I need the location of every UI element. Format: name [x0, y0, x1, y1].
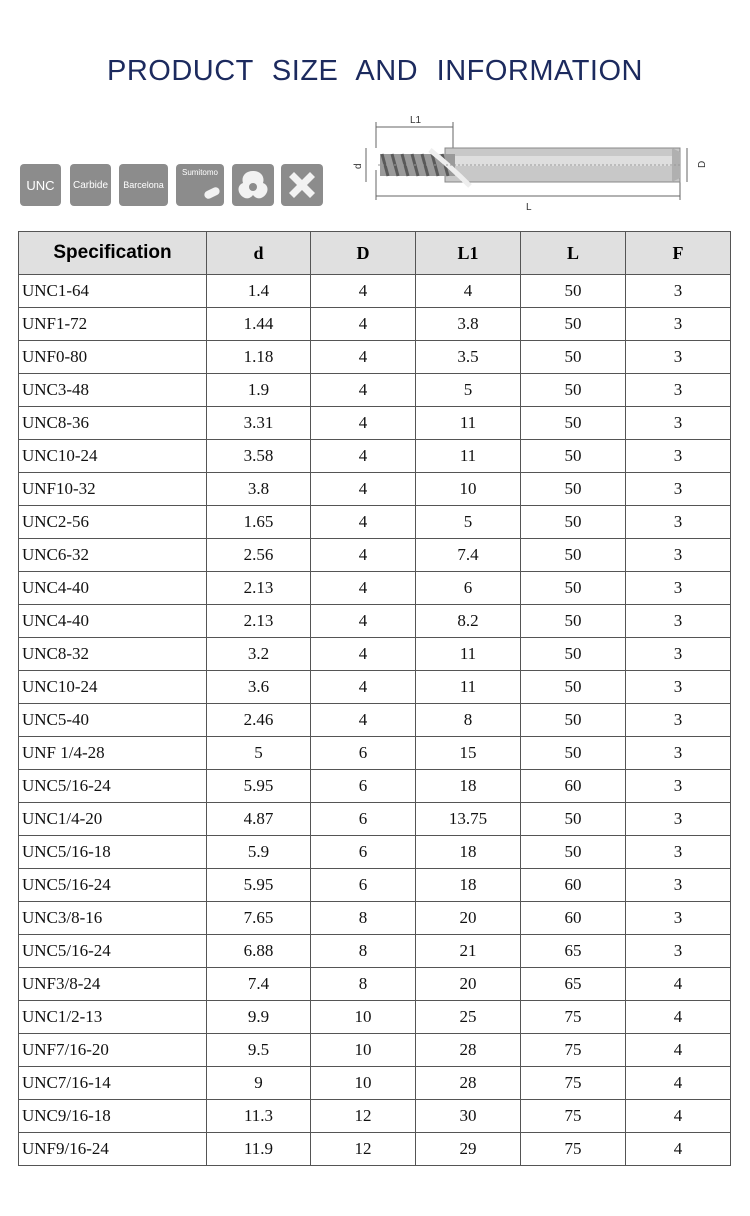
cell-f: 4 [626, 1067, 731, 1100]
cell-f: 3 [626, 374, 731, 407]
cell-specification: UNF 1/4-28 [19, 737, 207, 770]
cell-D: 8 [311, 968, 416, 1001]
table-row [19, 1067, 731, 1100]
cell-D: 4 [311, 638, 416, 671]
table-row [19, 605, 731, 638]
cell-d: 2.56 [207, 539, 311, 572]
cell-f: 3 [626, 737, 731, 770]
trefoil-icon [232, 164, 274, 206]
cell-l1: 20 [416, 968, 521, 1001]
cell-l: 65 [521, 968, 626, 1001]
col-l1-header: L1 [416, 232, 521, 275]
cell-f: 3 [626, 770, 731, 803]
cell-D: 4 [311, 341, 416, 374]
cell-f: 3 [626, 473, 731, 506]
cell-l: 50 [521, 605, 626, 638]
cell-f: 3 [626, 506, 731, 539]
cell-l: 50 [521, 638, 626, 671]
cell-D: 4 [311, 704, 416, 737]
cell-l1: 8 [416, 704, 521, 737]
cell-d: 3.6 [207, 671, 311, 704]
col-D-header: D [311, 232, 416, 275]
cell-l1: 3.8 [416, 308, 521, 341]
cell-f: 3 [626, 803, 731, 836]
table-row [19, 308, 731, 341]
cell-specification: UNF0-80 [19, 341, 207, 374]
cell-l: 50 [521, 473, 626, 506]
table-row [19, 836, 731, 869]
cell-specification: UNF1-72 [19, 308, 207, 341]
cell-l1: 18 [416, 836, 521, 869]
cell-l1: 10 [416, 473, 521, 506]
cell-D: 4 [311, 407, 416, 440]
cell-l: 50 [521, 704, 626, 737]
cell-specification: UNC5/16-24 [19, 869, 207, 902]
table-row [19, 506, 731, 539]
cell-l: 50 [521, 539, 626, 572]
table-row [19, 440, 731, 473]
cell-d: 1.44 [207, 308, 311, 341]
dim-d-label: d [353, 163, 364, 169]
table-row [19, 572, 731, 605]
cell-D: 12 [311, 1100, 416, 1133]
cell-l: 50 [521, 407, 626, 440]
cell-f: 3 [626, 275, 731, 308]
table-row [19, 407, 731, 440]
dim-D-label: D [697, 160, 708, 168]
cross-icon [281, 164, 323, 206]
cell-d: 3.58 [207, 440, 311, 473]
cell-d: 5.95 [207, 869, 311, 902]
cell-D: 10 [311, 1067, 416, 1100]
cell-D: 6 [311, 803, 416, 836]
table-row [19, 737, 731, 770]
table-row [19, 704, 731, 737]
cell-D: 4 [311, 374, 416, 407]
cell-l: 50 [521, 440, 626, 473]
cell-l1: 28 [416, 1067, 521, 1100]
cell-l1: 13.75 [416, 803, 521, 836]
cell-f: 3 [626, 935, 731, 968]
cell-d: 11.9 [207, 1133, 311, 1166]
cell-D: 4 [311, 572, 416, 605]
cell-D: 4 [311, 275, 416, 308]
cell-d: 1.18 [207, 341, 311, 374]
cell-d: 9 [207, 1067, 311, 1100]
cell-f: 3 [626, 440, 731, 473]
cell-l1: 4 [416, 275, 521, 308]
page-title: PRODUCT SIZE AND INFORMATION [107, 55, 643, 87]
cell-f: 3 [626, 308, 731, 341]
cell-l1: 18 [416, 770, 521, 803]
barcelona-badge: Barcelona [119, 164, 168, 206]
cell-l: 75 [521, 1100, 626, 1133]
cell-specification: UNC5/16-18 [19, 836, 207, 869]
cell-l1: 21 [416, 935, 521, 968]
cell-l: 75 [521, 1034, 626, 1067]
cell-specification: UNC1/4-20 [19, 803, 207, 836]
insert-rod-icon [202, 184, 222, 202]
cell-f: 4 [626, 1100, 731, 1133]
cell-d: 9.5 [207, 1034, 311, 1067]
cell-l1: 18 [416, 869, 521, 902]
cell-d: 4.87 [207, 803, 311, 836]
cell-D: 12 [311, 1133, 416, 1166]
table-row [19, 1034, 731, 1067]
cell-l1: 11 [416, 671, 521, 704]
table-row [19, 539, 731, 572]
table-body [19, 275, 731, 1166]
cell-specification: UNF9/16-24 [19, 1133, 207, 1166]
cell-l: 50 [521, 836, 626, 869]
table-row [19, 1100, 731, 1133]
cell-D: 6 [311, 869, 416, 902]
cell-l1: 29 [416, 1133, 521, 1166]
cell-D: 6 [311, 770, 416, 803]
cell-d: 5.95 [207, 770, 311, 803]
table-row [19, 341, 731, 374]
cell-d: 5 [207, 737, 311, 770]
table-row [19, 869, 731, 902]
cell-l1: 6 [416, 572, 521, 605]
cell-D: 6 [311, 737, 416, 770]
cell-f: 4 [626, 968, 731, 1001]
cell-specification: UNC4-40 [19, 572, 207, 605]
cell-f: 3 [626, 902, 731, 935]
cell-specification: UNF10-32 [19, 473, 207, 506]
cell-d: 6.88 [207, 935, 311, 968]
cell-D: 8 [311, 935, 416, 968]
cell-l1: 15 [416, 737, 521, 770]
cell-l: 60 [521, 869, 626, 902]
cell-D: 4 [311, 671, 416, 704]
cell-f: 3 [626, 671, 731, 704]
cell-l1: 11 [416, 440, 521, 473]
cell-d: 7.65 [207, 902, 311, 935]
cell-d: 3.2 [207, 638, 311, 671]
cell-specification: UNF7/16-20 [19, 1034, 207, 1067]
cell-specification: UNC1/2-13 [19, 1001, 207, 1034]
cell-l: 50 [521, 803, 626, 836]
cell-specification: UNC2-56 [19, 506, 207, 539]
cell-d: 3.8 [207, 473, 311, 506]
dim-l-label: L [526, 202, 532, 213]
cell-specification: UNC3-48 [19, 374, 207, 407]
col-d-header: d [207, 232, 311, 275]
cell-d: 7.4 [207, 968, 311, 1001]
cell-d: 11.3 [207, 1100, 311, 1133]
cell-D: 4 [311, 506, 416, 539]
cell-specification: UNC8-36 [19, 407, 207, 440]
cell-D: 4 [311, 473, 416, 506]
cell-f: 3 [626, 704, 731, 737]
cell-l1: 7.4 [416, 539, 521, 572]
cell-D: 4 [311, 539, 416, 572]
table-row [19, 671, 731, 704]
cell-specification: UNC9/16-18 [19, 1100, 207, 1133]
table-row [19, 935, 731, 968]
cell-l: 75 [521, 1133, 626, 1166]
cell-d: 3.31 [207, 407, 311, 440]
cell-specification: UNC1-64 [19, 275, 207, 308]
table-row [19, 968, 731, 1001]
cell-l: 60 [521, 902, 626, 935]
cell-specification: UNC5/16-24 [19, 770, 207, 803]
table-row [19, 473, 731, 506]
cell-specification: UNC5-40 [19, 704, 207, 737]
cell-l: 50 [521, 671, 626, 704]
cell-specification: UNC4-40 [19, 605, 207, 638]
cell-specification: UNC5/16-24 [19, 935, 207, 968]
cell-d: 1.4 [207, 275, 311, 308]
sumitomo-badge [176, 164, 224, 206]
cell-specification: UNC7/16-14 [19, 1067, 207, 1100]
unc-badge: UNC [20, 164, 61, 206]
cell-f: 4 [626, 1034, 731, 1067]
cell-D: 4 [311, 605, 416, 638]
cell-l: 50 [521, 275, 626, 308]
cell-specification: UNC10-24 [19, 671, 207, 704]
cell-l1: 11 [416, 638, 521, 671]
cell-f: 3 [626, 539, 731, 572]
cell-specification: UNC8-32 [19, 638, 207, 671]
cell-l: 75 [521, 1001, 626, 1034]
cell-l1: 25 [416, 1001, 521, 1034]
table-row [19, 770, 731, 803]
cell-D: 8 [311, 902, 416, 935]
cell-specification: UNF3/8-24 [19, 968, 207, 1001]
cell-f: 3 [626, 572, 731, 605]
cell-d: 2.13 [207, 572, 311, 605]
cell-D: 4 [311, 308, 416, 341]
cell-specification: UNC6-32 [19, 539, 207, 572]
cell-d: 1.65 [207, 506, 311, 539]
table-row [19, 275, 731, 308]
cell-f: 3 [626, 605, 731, 638]
table-row [19, 803, 731, 836]
cell-l: 75 [521, 1067, 626, 1100]
dim-l1-label: L1 [410, 115, 422, 126]
cell-l: 50 [521, 308, 626, 341]
cell-l: 60 [521, 770, 626, 803]
cell-D: 10 [311, 1001, 416, 1034]
cell-l1: 28 [416, 1034, 521, 1067]
table-row [19, 1001, 731, 1034]
cell-d: 2.13 [207, 605, 311, 638]
carbide-badge: Carbide [70, 164, 111, 206]
cell-d: 2.46 [207, 704, 311, 737]
cell-f: 3 [626, 836, 731, 869]
cell-l1: 5 [416, 506, 521, 539]
col-l-header: L [521, 232, 626, 275]
table-row [19, 902, 731, 935]
cell-l1: 11 [416, 407, 521, 440]
table-header-row [19, 232, 731, 275]
cell-specification: UNC3/8-16 [19, 902, 207, 935]
cell-d: 1.9 [207, 374, 311, 407]
col-f-header: F [626, 232, 731, 275]
cell-l1: 20 [416, 902, 521, 935]
cell-l1: 8.2 [416, 605, 521, 638]
cell-f: 3 [626, 341, 731, 374]
cell-D: 6 [311, 836, 416, 869]
cell-l1: 5 [416, 374, 521, 407]
cell-f: 4 [626, 1001, 731, 1034]
cell-D: 4 [311, 440, 416, 473]
cell-f: 4 [626, 1133, 731, 1166]
cell-specification: UNC10-24 [19, 440, 207, 473]
table-row [19, 1133, 731, 1166]
sumitomo-label: Sumitomo [181, 168, 218, 177]
cell-f: 3 [626, 869, 731, 902]
cell-l1: 3.5 [416, 341, 521, 374]
cell-d: 5.9 [207, 836, 311, 869]
cell-l: 50 [521, 737, 626, 770]
cell-l: 50 [521, 572, 626, 605]
cell-d: 9.9 [207, 1001, 311, 1034]
table-row [19, 374, 731, 407]
cell-l: 50 [521, 341, 626, 374]
cell-f: 3 [626, 638, 731, 671]
cell-l1: 30 [416, 1100, 521, 1133]
cell-D: 10 [311, 1034, 416, 1067]
cell-l: 50 [521, 506, 626, 539]
cell-f: 3 [626, 407, 731, 440]
tool-diagram [350, 112, 735, 217]
spec-table [18, 231, 731, 1166]
table-row [19, 638, 731, 671]
col-specification-header: Specification [19, 232, 207, 275]
cell-l: 50 [521, 374, 626, 407]
cell-l: 65 [521, 935, 626, 968]
